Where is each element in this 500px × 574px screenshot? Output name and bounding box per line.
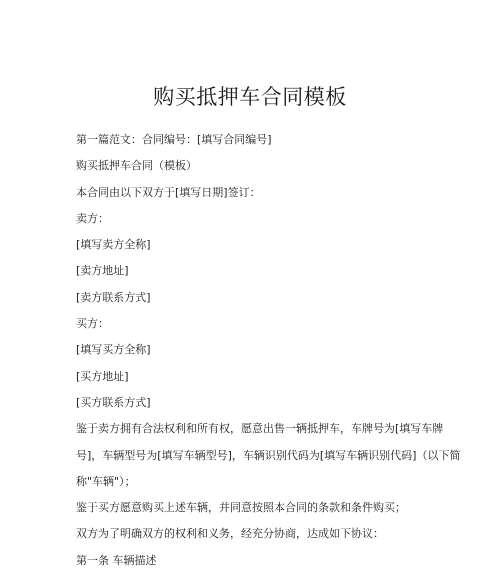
document-body (76, 127, 461, 574)
buyer-contact: [买方联系方式] (76, 395, 151, 409)
seller-address: [卖方地址] (76, 264, 129, 278)
agreement-intro: 双方为了明确双方的权利和义务，经充分协商，达成如下协议： (76, 527, 384, 541)
recital-seller-line-2: 号]，车辆型号为[填写车辆型号]，车辆识别代码为[填写车辆识别代码]（以下简 (76, 448, 461, 462)
seller-contact: [卖方联系方式] (76, 290, 151, 304)
buyer-name: [填写买方全称] (76, 343, 151, 357)
recital-seller-line-1: 鉴于卖方拥有合法权利和所有权，愿意出售一辆抵押车，车牌号为[填写车牌 (76, 422, 444, 436)
recital-buyer: 鉴于买方愿意购买上述车辆，并同意按照本合同的条款和条件购买； (76, 501, 406, 515)
recital-seller-line-3: 称"车辆"）； (76, 474, 136, 488)
seller-name: [填写卖方全称] (76, 238, 151, 252)
signing-statement: 本合同由以下双方于[填写日期]签订： (76, 185, 261, 199)
document-title: 购买抵押车合同模板 (153, 85, 347, 109)
contract-number-line: 第一篇范文：合同编号：[填写合同编号] (76, 133, 272, 146)
buyer-address: [买方地址] (76, 369, 129, 383)
seller-heading: 卖方： (76, 211, 109, 225)
contract-subtitle: 购买抵押车合同（模板） (76, 159, 197, 173)
article-1-heading: 第一条 车辆描述 (76, 553, 157, 567)
buyer-heading: 买方： (76, 317, 109, 331)
